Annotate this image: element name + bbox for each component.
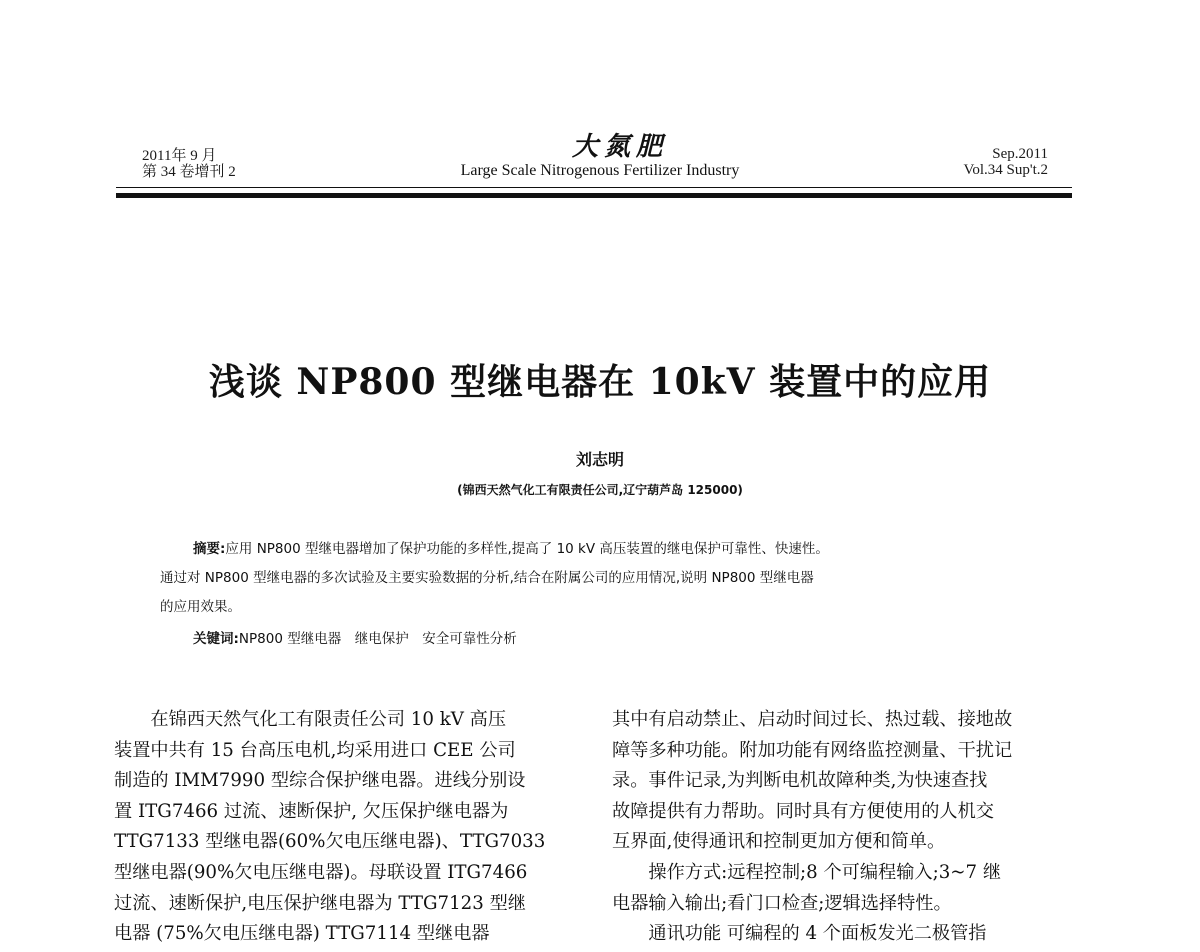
body-line: 过流、速断保护,电压保护继电器为 TTG7123 型继 <box>114 892 526 914</box>
body-line: 操作方式:远程控制;8 个可编程输入;3~7 继 <box>612 861 1002 883</box>
body-line: 故障提供有力帮助。同时具有方便使用的人机交 <box>612 800 994 822</box>
header-rule-thick <box>116 193 1072 198</box>
body-line: TTG7133 型继电器(60%欠电压继电器)、TTG7033 <box>114 831 546 853</box>
abstract-label: 摘要: <box>193 541 226 557</box>
header-date: 2011年 9 月 <box>142 148 217 164</box>
abstract-line-3: 的应用效果。 <box>160 599 241 615</box>
body-line: 录。事件记录,为判断电机故障种类,为快速查找 <box>612 770 988 792</box>
body-line: 电器输入输出;看门口检查;逻辑选择特性。 <box>612 892 952 914</box>
body-line: 置 ITG7466 过流、速断保护, 欠压保护继电器为 <box>114 800 509 822</box>
body-line: 制造的 IMM7990 型综合保护继电器。进线分别设 <box>114 770 526 792</box>
body-line: 在锦西天然气化工有限责任公司 10 kV 高压 <box>114 709 507 730</box>
journal-name: Large Scale Nitrogenous Fertilizer Industry <box>460 162 740 179</box>
author-affiliation: (锦西天然气化工有限责任公司,辽宁葫芦岛 125000) <box>457 483 743 497</box>
keywords-line <box>193 631 517 648</box>
header-volume-en: Vol.34 Sup't.2 <box>963 162 1048 178</box>
body-line: 互界面,使得通讯和控制更加方便和简单。 <box>612 831 946 853</box>
abstract-line-2: 通过对 NP800 型继电器的多次试验及主要实验数据的分析,结合在附属公司的应用情况,说明 NP800 型继电器 <box>160 570 814 586</box>
body-line: 电器 (75%欠电压继电器) TTG7114 型继电器 <box>114 923 490 945</box>
header-date-en: Sep.2011 <box>992 146 1048 162</box>
body-line: 装置中共有 15 台高压电机,均采用进口 CEE 公司 <box>114 739 516 761</box>
keywords: NP800 型继电器 继电保护 安全可靠性分析 <box>238 631 517 647</box>
body-line: 其中有启动禁止、启动时间过长、热过载、接地故 <box>612 709 1013 730</box>
body-column-left <box>114 705 584 950</box>
journal-logo: 大氮肥 <box>571 132 668 162</box>
body-line: 通讯功能 可编程的 4 个面板发光二极管指 <box>612 923 987 945</box>
body-column-right <box>612 705 1072 950</box>
keywords-label: 关键词: <box>193 631 239 647</box>
abstract-line-1: 摘要:应用 NP800 型继电器增加了保护功能的多样性,提高了 10 kV 高压装置的继电保护可靠性、快速性。 <box>193 541 829 557</box>
header-rule-thin <box>116 187 1072 188</box>
header-volume: 第 34 卷增刊 2 <box>142 164 236 180</box>
article-title: 浅谈 NP800 型继电器在 10kV 装置中的应用 <box>208 361 992 403</box>
body-line: 障等多种功能。附加功能有网络监控测量、干扰记 <box>612 739 1013 761</box>
author-name: 刘志明 <box>575 450 624 469</box>
body-line: 型继电器(90%欠电压继电器)。母联设置 ITG7466 <box>114 861 528 883</box>
